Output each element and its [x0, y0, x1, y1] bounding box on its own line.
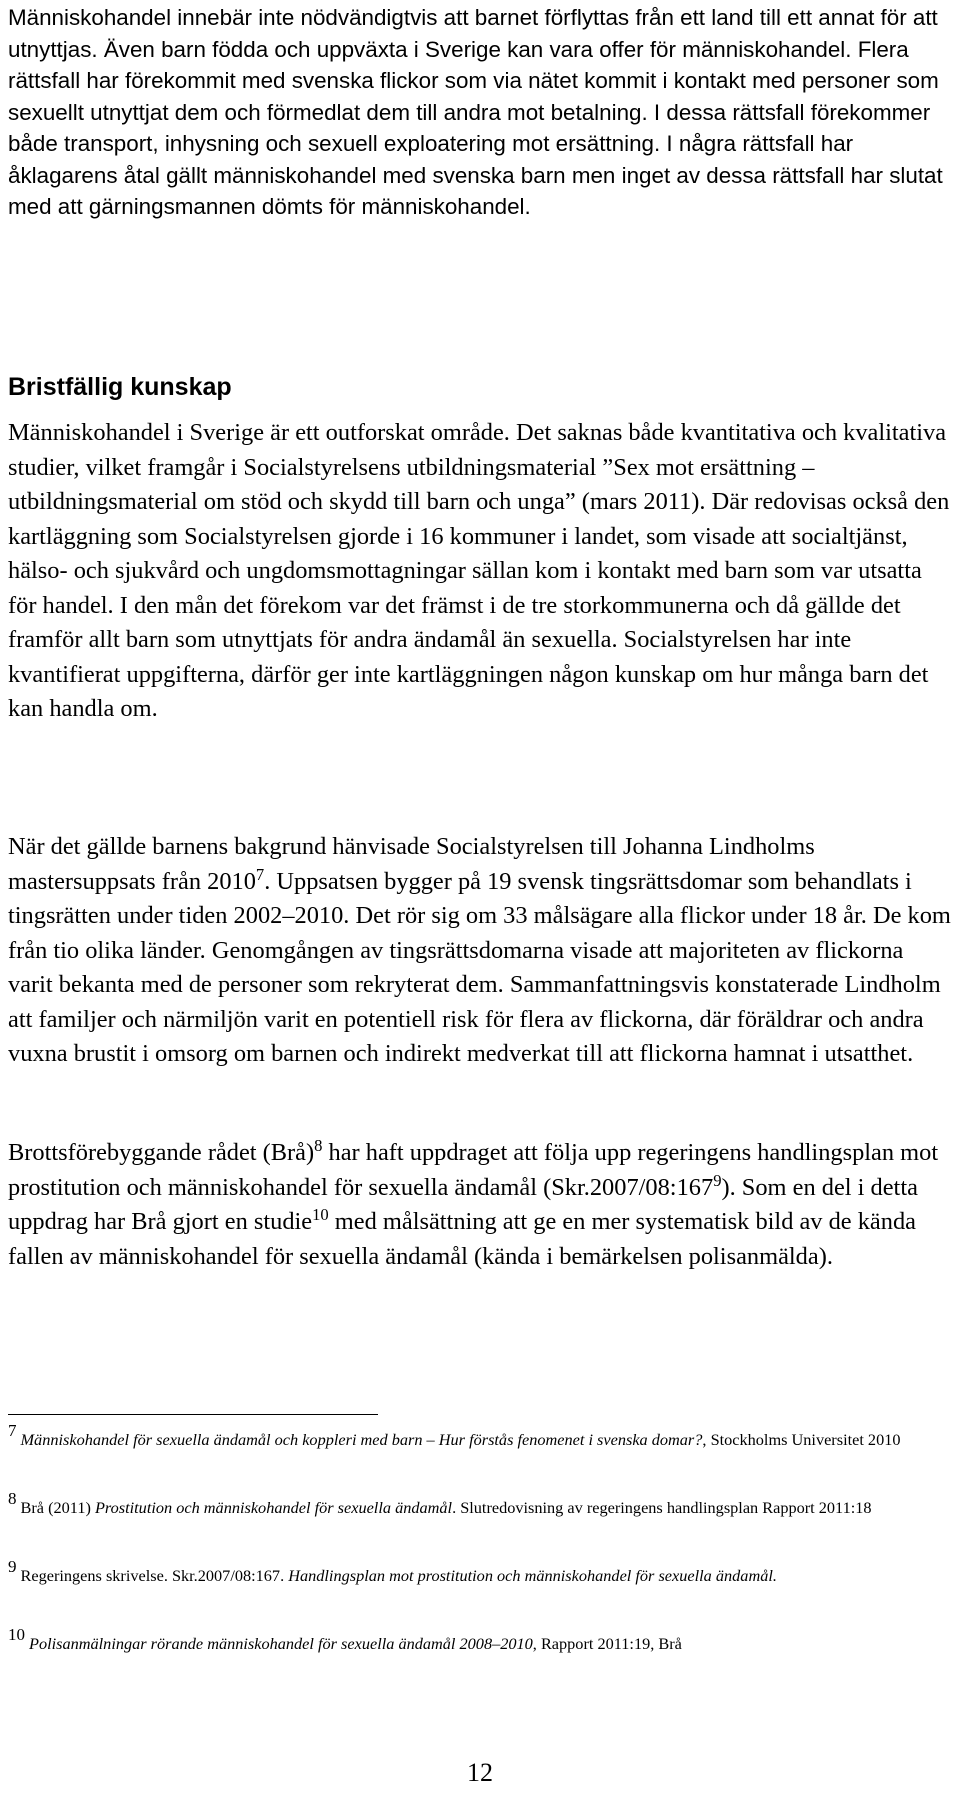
footnote-title: Polisanmälningar rörande människohandel för sexuella ändamål 2008–2010	[29, 1634, 533, 1653]
footnote-text: . Slutredovisning av regeringens handlingsplan Rapport 2011:18	[452, 1498, 872, 1517]
body-paragraph-2	[8, 830, 954, 1072]
footnote-number: 10	[8, 1624, 25, 1644]
footnote-text: , Stockholms Universitet 2010	[702, 1430, 901, 1449]
body-paragraph-1: Människohandel i Sverige är ett outforskat område. Det saknas både kvantitativa och kvalitativa studier, vilket framgår i Socialstyrelsens utbildningsmaterial ”Sex mot ersättning – utbildningsmaterial om stöd och skydd till barn och unga” (mars 2011). Där redovisas också den kartläggning som Socialstyrelsen gjorde i 16 kommuner i landet, som visade att socialtjänst, hälso- och sjukvård och ungdomsmottagningar sällan kom i kontakt med barn som var utsatta för handel. I den mån det förekom var det främst i de tre storkommunerna och då gällde det framför allt barn som utnyttjats för andra ändamål än sexuella. Socialstyrelsen har inte kvantifierat uppgifterna, därför ger inte kartläggningen någon kunskap om hur många barn det kan handla om.	[8, 419, 950, 722]
footnote-7	[8, 1420, 954, 1450]
paragraph-text: med målsättning att ge en mer systematisk bild av de kända fallen av människohandel för sexuella ändamål (kända i bemärkelsen polisanmälda).	[8, 1208, 916, 1270]
footnote-text: Regeringens skrivelse. Skr.2007/08:167.	[20, 1566, 289, 1585]
paragraph-text: . Uppsatsen bygger på 19 svensk tingsrättsdomar som behandlats i tingsrätten under tiden 2002–2010. Det rör sig om 33 målsägare alla flickor under 18 år. De kom från tio olika länder. Genomgången av tingsrättsdomarna visade att majoriteten av flickorna varit bekanta med de personer som rekryterat dem. Sammanfattningsvis konstaterade Lindholm att familjer och närmiljön varit en potentiell risk för flera av flickorna, där föräldrar och andra vuxna brustit i omsorg om barnen och indirekt medverkat till att flickorna hamnat i utsatthet.	[8, 867, 951, 1067]
footnote-ref-9[interactable]: 9	[713, 1170, 722, 1190]
footnote-title: Prostitution och människohandel för sexuella ändamål	[94, 1498, 453, 1517]
footnote-ref-7[interactable]: 7	[255, 864, 265, 884]
footnote-text: , Rapport 2011:19, Brå	[532, 1634, 682, 1653]
section-heading: Bristfällig kunskap	[8, 373, 232, 401]
page-number: 12	[467, 1758, 493, 1787]
paragraph-text: När det gällde barnens bakgrund hänvisade Socialstyrelsen till Johanna Lindholms mastersuppsats från 2010	[8, 833, 815, 895]
footnote-10	[8, 1624, 954, 1654]
footnote-number: 7	[8, 1420, 17, 1440]
footnote-ref-10[interactable]: 10	[312, 1204, 329, 1224]
footnote-number: 8	[8, 1488, 17, 1508]
footnote-separator	[8, 1414, 378, 1415]
paragraph-text: har haft uppdraget att följa upp regeringens handlingsplan mot prostitution och människohandel för sexuella ändamål (Skr.2007/08:167	[8, 1139, 939, 1201]
paragraph-text: Brottsförebyggande rådet (Brå)	[8, 1139, 315, 1166]
body-paragraph-3	[8, 1136, 954, 1274]
footnote-title: Människohandel för sexuella ändamål och koppleri med barn – Hur förstås fenomenet i svenska domar?	[20, 1430, 703, 1449]
footnote-8	[8, 1488, 954, 1518]
footnote-ref-8[interactable]: 8	[314, 1135, 323, 1155]
footnote-9	[8, 1556, 954, 1586]
paragraph-text: ). Som en del i detta uppdrag har Brå gjort en studie	[8, 1173, 918, 1235]
footnote-number: 9	[8, 1556, 17, 1576]
footnote-text: Brå (2011)	[20, 1498, 95, 1517]
intro-paragraph: Människohandel innebär inte nödvändigtvis att barnet förflyttas från ett land till ett annat för att utnyttjas. Även barn födda och uppväxta i Sverige kan vara offer för människohandel. Flera rättsfall har förekommit med svenska flickor som via nätet kommit i kontakt med personer som sexuellt utnyttjat dem och förmedlat dem till andra mot betalning. I dessa rättsfall förekommer både transport, inhysning och sexuell exploatering mot ersättning. I några rättsfall har åklagarens åtal gällt människohandel med svenska barn men inget av dessa rättsfall har slutat med att gärningsmannen dömts för människohandel.	[8, 5, 943, 219]
footnote-title: Handlingsplan mot prostitution och människohandel för sexuella ändamål.	[288, 1566, 777, 1585]
